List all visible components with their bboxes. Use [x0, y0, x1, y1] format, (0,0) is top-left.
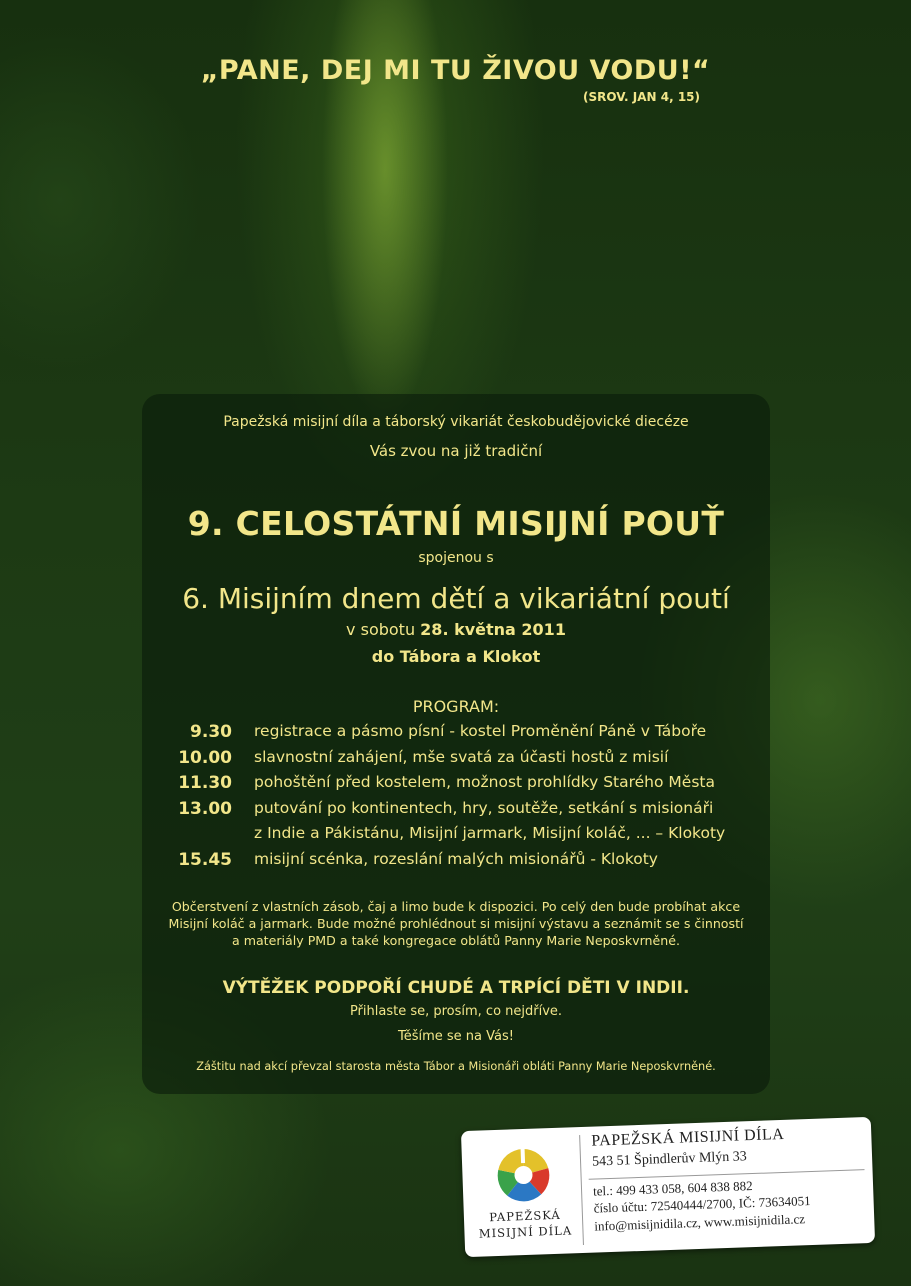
info-line: Misijní koláč a jarmark. Bude možné prohlédnout si misijní výstavu a seznámit se s činností [168, 916, 744, 931]
schedule-desc: z Indie a Pákistánu, Misijní jarmark, Misijní koláč, ... – Klokoty [254, 824, 726, 843]
schedule-time: 13.00 [178, 798, 232, 819]
schedule-time: 9.30 [190, 722, 232, 742]
card-divider [579, 1135, 584, 1245]
patronage-line: Záštitu nad akcí převzal starosta města Tábor a Misionáři obláti Panny Marie Neposkvrněné. [196, 1060, 716, 1073]
date-line [142, 620, 770, 639]
organizers-line: Papežská misijní díla a táborský vikariát českobudějovické diecéze [223, 414, 689, 430]
event-place: do Tábora a Klokot [371, 647, 541, 666]
program-title: PROGRAM: [412, 697, 500, 716]
schedule-desc: slavnostní zahájení, mše svatá za účasti hostů z misií [254, 747, 669, 766]
logo-text-line2: MISIJNÍ DÍLA [478, 1223, 573, 1241]
schedule-desc: misijní scénka, rozeslání malých misionářů - Klokoty [254, 849, 658, 868]
logo-text-line1: PAPEŽSKÁ [488, 1207, 561, 1225]
schedule-row [142, 773, 770, 799]
invitation-panel [142, 394, 770, 1094]
event-date: 28. května 2011 [420, 620, 566, 639]
schedule-time: 11.30 [178, 773, 232, 794]
subtitle: 6. Misijním dnem dětí a vikariátní poutí [182, 582, 730, 615]
organization-name: PAPEŽSKÁ MISIJNÍ DÍLA [591, 1125, 785, 1150]
info-paragraph [142, 898, 770, 949]
schedule-row [142, 748, 770, 774]
program-schedule [142, 722, 770, 876]
info-line: Občerstvení z vlastních zásob, čaj a limo bude k dispozici. Po celý den bude probíhat akce [171, 899, 741, 914]
schedule-desc: putování po kontinentech, hry, soutěže, setkání s misionáři [254, 798, 714, 817]
contact-card [461, 1117, 875, 1257]
proceeds-line: VÝTĚŽEK PODPOŘÍ CHUDÉ A TRPÍCÍ DĚTI V INDII. [222, 978, 690, 998]
bank-account: číslo účtu: 72540444/2700, IČ: 73634051 [593, 1193, 811, 1216]
missions-logo-icon [487, 1144, 559, 1206]
email-web: info@misijnidila.cz, www.misijnidila.cz [594, 1211, 806, 1234]
schedule-time: 10.00 [178, 747, 232, 768]
quote-reference: (SROV. JAN 4, 15) [583, 90, 700, 104]
schedule-desc: registrace a pásmo písní - kostel Proměnění Páně v Táboře [254, 722, 707, 740]
schedule-row [142, 850, 770, 876]
schedule-row [142, 722, 770, 748]
info-line: a materiály PMD a také kongregace oblátů Panny Marie Neposkvrněné. [231, 933, 681, 948]
date-prefix: v sobotu [346, 620, 421, 639]
invite-line: Vás zvou na již tradiční [369, 442, 543, 460]
register-line: Přihlaste se, prosím, co nejdříve. [349, 1004, 563, 1019]
organization-address: 543 51 Špindlerův Mlýn 33 [591, 1149, 748, 1170]
schedule-desc: pohoštění před kostelem, možnost prohlídky Starého Města [254, 773, 715, 792]
phone-numbers: tel.: 499 433 058, 604 838 882 [592, 1178, 753, 1199]
main-title: 9. CELOSTÁTNÍ MISIJNÍ POUŤ [187, 504, 725, 543]
connected-line: spojenou s [418, 550, 494, 566]
header-quote: „PANE, DEJ MI TU ŽIVOU VODU!“ [200, 55, 711, 86]
schedule-row [142, 799, 770, 825]
looking-forward-line: Těšíme se na Vás! [398, 1029, 514, 1044]
schedule-row [142, 824, 770, 850]
schedule-time: 15.45 [178, 849, 232, 870]
